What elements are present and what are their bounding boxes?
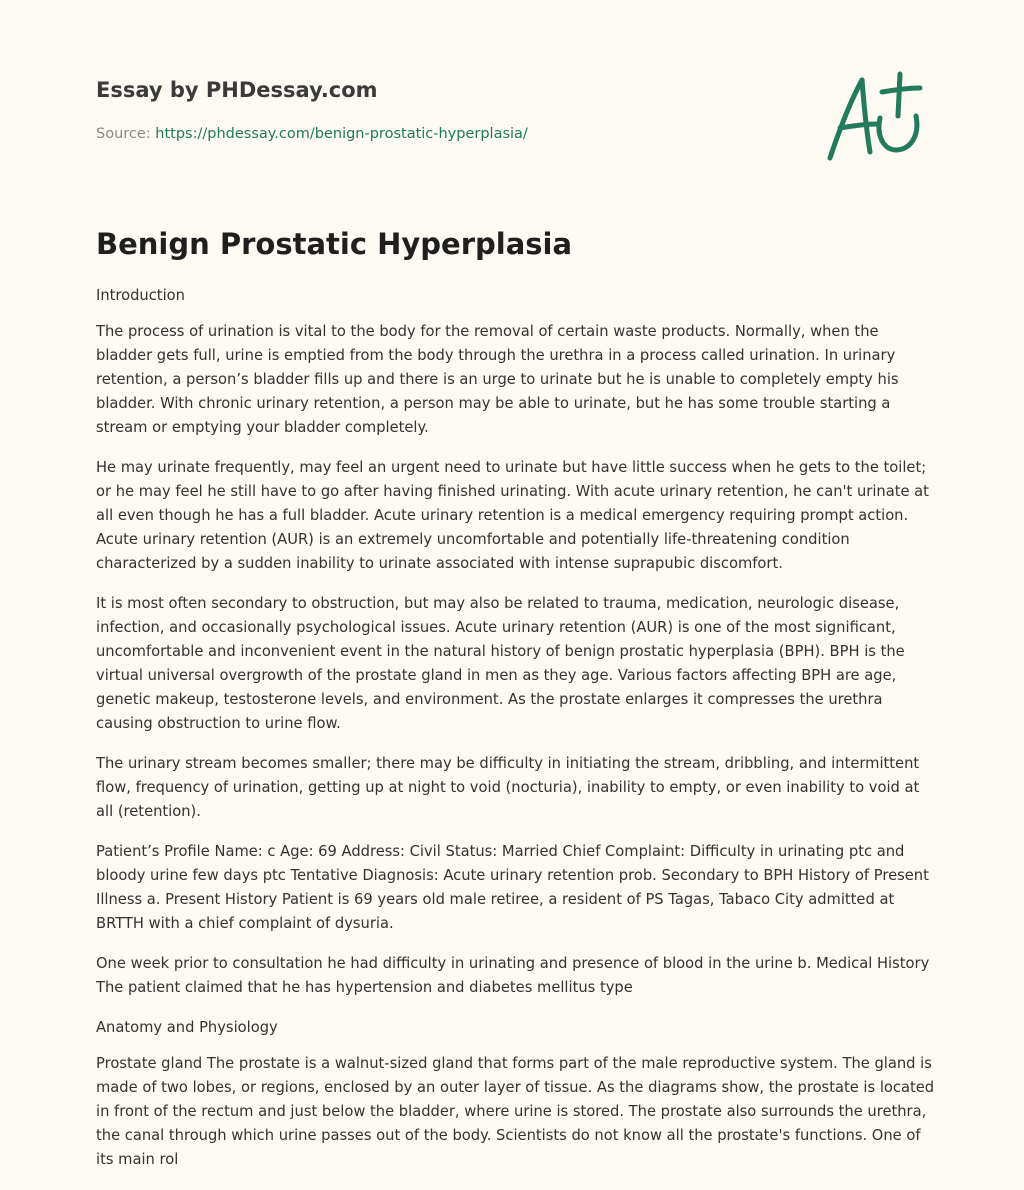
page-header xyxy=(96,74,796,144)
essay-title: Benign Prostatic Hyperplasia xyxy=(96,227,573,261)
a-plus-logo-icon xyxy=(818,66,928,166)
paragraph-7: Prostate gland The prostate is a walnut-sized gland that forms part of the male reproductive system. The gland is made of two lobes, or regions, enclosed by an outer layer of tissue. As the diagrams show, the prostate is located in front of the rectum and just below the bladder, where urine is stored. The prostate also surrounds the urethra, the canal through which urine passes out of the body. Scientists do not know all the prostate's functions. One of its main rol xyxy=(96,1055,935,1168)
source-line xyxy=(96,124,796,144)
essay-body xyxy=(96,284,936,1188)
paragraph-2: He may urinate frequently, may feel an urgent need to urinate but have little success when he gets to the toilet; or he may feel he still have to go after having finished urinating. With acute urinary retention, he can't urinate at all even though he has a full bladder. Acute urinary retention is a medical emergency requiring prompt action. Acute urinary retention (AUR) is an extremely uncomfortable and potentially life-threatening condition characterized by a sudden inability to urinate associated with intense suprapubic discomfort. xyxy=(96,459,929,572)
source-label: Source: xyxy=(96,126,151,142)
paragraph-4: The urinary stream becomes smaller; there may be difficulty in initiating the stream, dribbling, and intermittent flow, frequency of urination, getting up at night to void (nocturia), inability to empty, or even inability to void at all (retention). xyxy=(96,755,920,820)
paragraph-5: Patient’s Profile Name: c Age: 69 Address: Civil Status: Married Chief Complaint: Difficulty in urinating ptc and bloody urine few days ptc Tentative Diagnosis: Acute urinary retention prob. Secondary to BPH History of Present Illness a. Present History Patient is 69 years old male retiree, a resident of PS Tagas, Tabaco City admitted at BRTTH with a chief complaint of dysuria. xyxy=(96,843,929,932)
site-brand: Essay by PHDessay.com xyxy=(96,78,378,102)
anatomy-heading: Anatomy and Physiology xyxy=(96,1019,278,1036)
paragraph-6: One week prior to consultation he had difficulty in urinating and presence of blood in the urine b. Medical History The patient claimed that he has hypertension and diabetes mellitus type xyxy=(96,955,930,996)
paragraph-1: The process of urination is vital to the body for the removal of certain waste products. Normally, when the bladder gets full, urine is emptied from the body through the urethra in a process called urination. In urinary retention, a person’s bladder fills up and there is an urge to urinate but he is unable to completely empty his bladder. With chronic urinary retention, a person may be able to urinate, but he has some trouble starting a stream or emptying your bladder completely. xyxy=(96,323,899,436)
intro-heading: Introduction xyxy=(96,287,185,304)
source-link[interactable]: https://phdessay.com/benign-prostatic-hyperplasia/ xyxy=(155,126,528,142)
paragraph-3: It is most often secondary to obstruction, but may also be related to trauma, medication, neurologic disease, infection, and occasionally psychological issues. Acute urinary retention (AUR) is one of the most significant, uncomfortable and inconvenient event in the natural history of benign prostatic hyperplasia (BPH). BPH is the virtual universal overgrowth of the prostate gland in men as they age. Various factors affecting BPH are age, genetic makeup, testosterone levels, and environment. As the prostate enlarges it compresses the urethra causing obstruction to urine flow. xyxy=(96,595,905,732)
